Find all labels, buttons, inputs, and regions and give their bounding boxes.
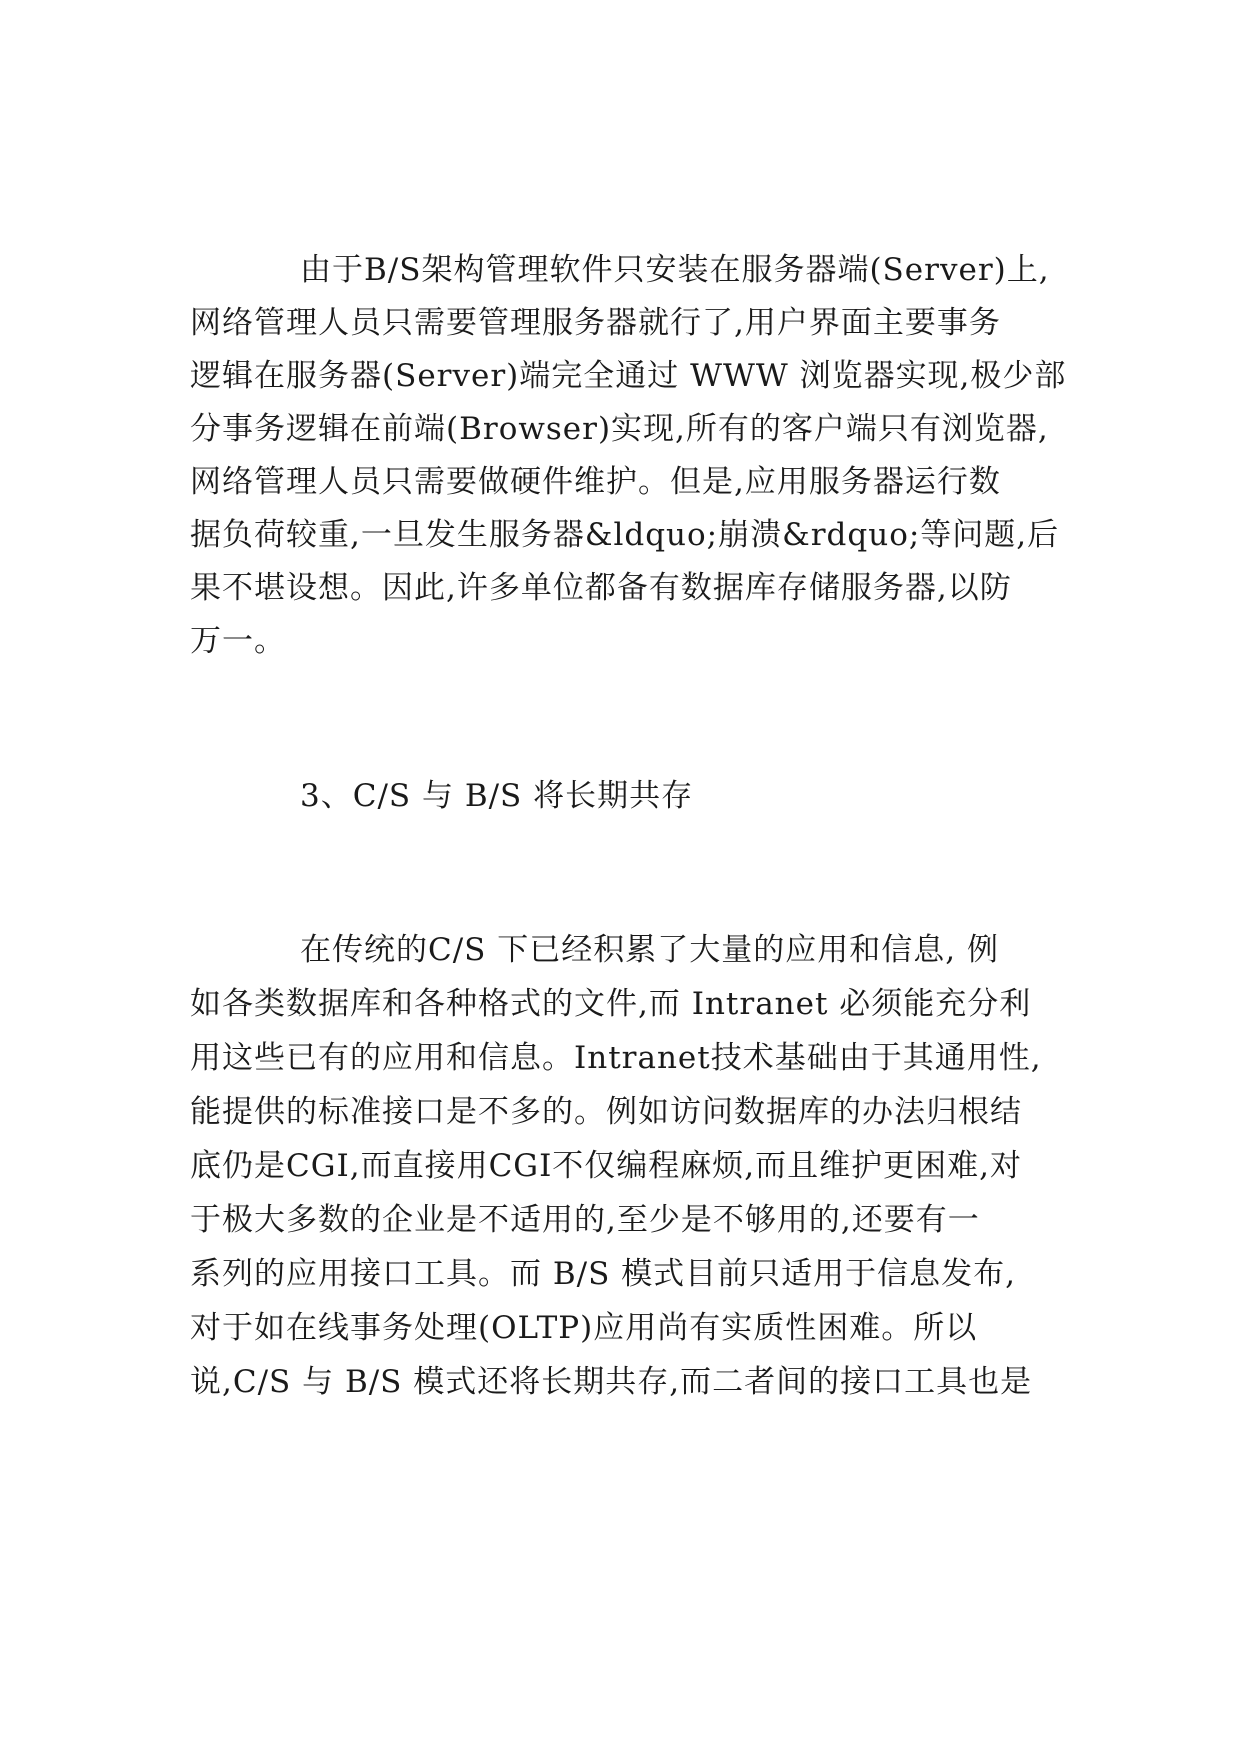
paragraph-line: 在传统的C/S 下已经积累了大量的应用和信息, 例 bbox=[300, 932, 999, 968]
section-heading: 3、C/S 与 B/S 将长期共存 bbox=[300, 778, 694, 814]
paragraph-line: 能提供的标准接口是不多的。例如访问数据库的办法归根结 bbox=[190, 1094, 1022, 1130]
paragraph-line: 对于如在线事务处理(OLTP)应用尚有实质性困难。所以 bbox=[190, 1310, 978, 1346]
paragraph-line: 逻辑在服务器(Server)端完全通过 WWW 浏览器实现,极少部 bbox=[190, 358, 1067, 394]
paragraph-line: 于极大多数的企业是不适用的,至少是不够用的,还要有一 bbox=[190, 1202, 980, 1238]
paragraph-line: 果不堪设想。因此,许多单位都备有数据库存储服务器,以防 bbox=[190, 570, 1012, 606]
paragraph-line: 系列的应用接口工具。而 B/S 模式目前只适用于信息发布, bbox=[190, 1256, 1017, 1292]
paragraph-line: 据负荷较重,一旦发生服务器&ldquo;崩溃&rdquo;等问题,后 bbox=[190, 517, 1060, 553]
paragraph-line: 网络管理人员只需要管理服务器就行了,用户界面主要事务 bbox=[190, 305, 1001, 341]
paragraph-line: 说,C/S 与 B/S 模式还将长期共存,而二者间的接口工具也是 bbox=[190, 1364, 1033, 1400]
paragraph-line: 用这些已有的应用和信息。Intranet技术基础由于其通用性, bbox=[190, 1040, 1042, 1076]
paragraph-line: 网络管理人员只需要做硬件维护。但是,应用服务器运行数 bbox=[190, 464, 1001, 500]
paragraph-line: 如各类数据库和各种格式的文件,而 Intranet 必须能充分利 bbox=[190, 986, 1032, 1022]
paragraph-line: 万一。 bbox=[190, 623, 286, 659]
paragraph-line: 由于B/S架构管理软件只安装在服务器端(Server)上, bbox=[300, 252, 1050, 288]
paragraph-line: 底仍是CGI,而直接用CGI不仅编程麻烦,而且维护更困难,对 bbox=[190, 1148, 1023, 1184]
paragraph-line: 分事务逻辑在前端(Browser)实现,所有的客户端只有浏览器, bbox=[190, 411, 1049, 447]
